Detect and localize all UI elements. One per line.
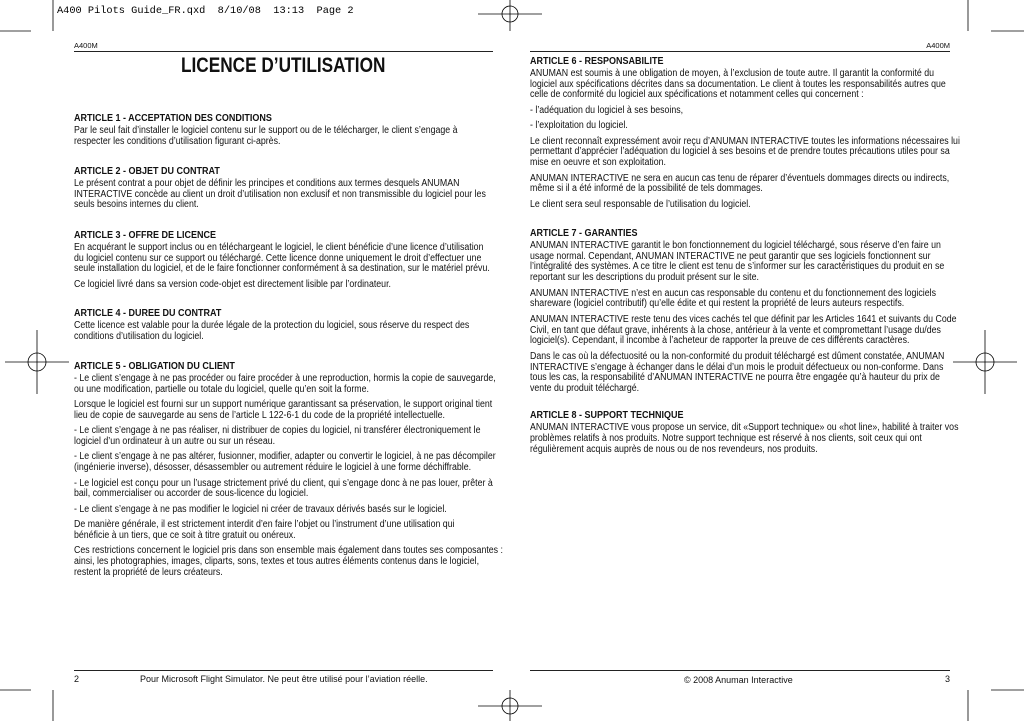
text-line: conditions d’utilisation du logiciel. — [74, 330, 204, 342]
article-6 — [530, 55, 960, 211]
text-line: ANUMAN INTERACTIVE garantit le bon fonctionnement du logiciel téléchargé, sous réserve d’en faire un — [530, 239, 941, 251]
text-line: Dans le cas où la défectuosité ou la non-conformité du produit téléchargé est dûment constatée, ANUMAN — [530, 350, 945, 362]
text-line: ANUMAN INTERACTIVE n’est en aucun cas responsable du contenu et du fonctionnement des logiciels — [530, 287, 936, 299]
text-line: vente du produit téléchargé. — [530, 383, 640, 395]
text-line: lieu de copie de sauvegarde au sens de l’article L 122-6-1 du code de la propriété intellectuelle. — [74, 409, 445, 421]
text-line: Le client sera seul responsable de l’utilisation du logiciel. — [530, 198, 751, 210]
article-3 — [74, 231, 494, 291]
paragraph — [530, 69, 950, 101]
paragraph — [530, 352, 950, 395]
article-5 — [74, 360, 503, 579]
text-line: respecter les conditions d’utilisation figurant ci-après. — [74, 135, 281, 147]
text-line: ou une modification, partielle ou totale du logiciel, quelle qu’en soit la forme. — [74, 383, 369, 395]
text-line: (ingénierie inverse), désosser, désassembler ou autrement réduire le logiciel à une forme déchiffrable. — [74, 462, 472, 474]
crop-mark-top-left — [0, 0, 53, 31]
paragraph — [74, 426, 494, 448]
text-line: INTERACTIVE s’engage à échanger dans le délai d’un mois le produit défectueux ou non-conforme. Dans — [530, 361, 944, 373]
text-line: Ces restrictions concernent le logiciel pris dans son ensemble mais également dans toutes ses composantes : — [74, 545, 503, 557]
paragraph — [530, 121, 950, 132]
footer-disclaimer: Pour Microsoft Flight Simulator. Ne peut être utilisé pour l’aviation réelle. — [140, 673, 428, 684]
registration-mark-top — [478, 0, 542, 31]
text-line: ANUMAN INTERACTIVE reste tenu des vices cachés tel que définit par les Articles 1641 et suivants du Code — [530, 313, 957, 325]
paragraph — [530, 313, 957, 347]
paragraph — [530, 200, 950, 211]
paragraph — [74, 452, 494, 474]
text-line: ainsi, les photographies, images, cliparts, sons, textes et tous autres éléments contenus dans le logiciel, — [74, 556, 480, 568]
registration-mark-right — [953, 330, 1017, 394]
footer-rule-right — [530, 670, 950, 671]
text-line: permettant d’apprécier l’adéquation du logiciel à ses besoins et de prendre toutes précautions utiles pour sa — [530, 146, 950, 158]
text-line: seule installation du logiciel, et de le faire fonctionner conformément à sa destination, sur le matériel prévu. — [74, 263, 490, 275]
crop-mark-bottom-left — [0, 690, 53, 721]
article-heading: ARTICLE 6 - RESPONSABILITE — [530, 55, 664, 67]
article-heading: ARTICLE 5 - OBLIGATION DU CLIENT — [74, 360, 235, 372]
text-line: ANUMAN est soumis à une obligation de moyen, à l’exclusion de toute autre. Il garantit la conformité du — [530, 67, 935, 79]
article-heading: ARTICLE 2 - OBJET DU CONTRAT — [74, 165, 220, 177]
paragraph — [74, 545, 503, 578]
text-line: Ce logiciel livré dans sa version code-objet est directement lisible par l’ordinateur. — [74, 278, 391, 290]
paragraph — [74, 374, 494, 396]
crop-mark-bottom-right — [968, 690, 1024, 721]
paragraph — [530, 422, 959, 455]
text-line: du logiciel contenu sur ce support ou téléchargé. Cette licence donne uniquement le droit d’effectuer une — [74, 252, 482, 264]
page-number-right: 3 — [944, 673, 950, 684]
text-line: - Le logiciel est conçu pour un l’usage strictement privé du client, qui s’engage donc à ne pas louer, prêter à — [74, 477, 493, 489]
registration-mark-left — [5, 330, 69, 394]
article-heading: ARTICLE 3 - OFFRE DE LICENCE — [74, 229, 217, 241]
text-line: - Le client s’engage à ne pas procéder ou faire procéder à une reproduction, hormis la copie de sauvegarde, — [74, 372, 496, 384]
paragraph — [74, 479, 494, 501]
text-line: seuls besoins internes du client. — [74, 199, 199, 211]
paragraph — [74, 321, 494, 343]
header-rule-left — [74, 51, 493, 52]
paragraph — [74, 126, 494, 148]
paragraph — [74, 179, 494, 211]
article-1 — [74, 114, 494, 148]
text-line: - l’adéquation du logiciel à ses besoins, — [530, 104, 684, 116]
paragraph — [530, 106, 950, 117]
paragraph — [74, 243, 494, 275]
paragraph — [530, 241, 950, 284]
text-line: usage normal. Cependant, ANUMAN INTERACTIVE ne peut garantir que ses logiciels fonctionnent sur — [530, 250, 931, 262]
text-line: - Le client s’engage à ne pas réaliser, ni distribuer de copies du logiciel, ni transférer électroniquement le — [74, 425, 481, 437]
text-line: même si il a été informé de la possibilité de tels dommages. — [530, 183, 763, 195]
text-line: ANUMAN INTERACTIVE vous propose un service, dit «Support technique» ou «hot line», habilité à traiter vos — [530, 422, 959, 434]
file-slug: A400 Pilots Guide_FR.qxd 8/10/08 13:13 Page 2 — [57, 4, 354, 17]
paragraph — [74, 505, 494, 516]
text-line: mise en oeuvre et son exploitation. — [530, 157, 667, 169]
registration-mark-bottom — [478, 690, 542, 721]
page-number-left: 2 — [74, 673, 80, 684]
article-heading: ARTICLE 8 - SUPPORT TECHNIQUE — [530, 410, 684, 421]
text-line: - Le client s’engage à ne pas altérer, fusionner, modifier, adapter ou convertir le logiciel, à ne pas décompiler — [74, 451, 496, 463]
text-line: ANUMAN INTERACTIVE ne sera en aucun cas tenu de réparer d’éventuels dommages directs ou indirects, — [530, 172, 950, 184]
text-line: shareware (logiciel contributif) qu’elle édite et qui restent la propriété de leurs auteurs respectifs. — [530, 298, 905, 310]
text-line: régulièrement acquis auprès de nous ou de nos revendeurs, nos produits. — [530, 443, 818, 455]
text-line: Civil, en tant que défaut grave, inhérents à la chose, antérieur à la vente et compromettant l’usage du/des — [530, 324, 941, 336]
text-line: l’intégralité des systèmes. A ce titre le client est tenu de s’informer sur les caractéristiques du produit en se — [530, 261, 945, 273]
text-line: problèmes relatifs à nos produits. Notre support technique est réservé à nos clients, soit ceux qui ont — [530, 432, 922, 444]
text-line: bail, commercialiser ou accorder de sous-licence du logiciel. — [74, 488, 309, 500]
text-line: De manière générale, il est strictement interdit d’en faire l’objet ou l’instrument d’une utilisation qui — [74, 519, 455, 531]
article-4 — [74, 309, 494, 343]
text-line: restent la propriété de leurs créateurs. — [74, 566, 223, 578]
article-2 — [74, 167, 494, 212]
footer-copyright: © 2008 Anuman Interactive — [684, 674, 793, 685]
article-7 — [530, 227, 957, 395]
paragraph — [74, 400, 494, 422]
text-line: Cette licence est valable pour la durée légale de la protection du logiciel, sous réserve du respect des — [74, 319, 470, 331]
text-line: En acquérant le support inclus ou en téléchargeant le logiciel, le client bénéficie d’une licence d’utilisation — [74, 241, 484, 253]
text-line: - Le client s’engage à ne pas modifier le logiciel ni créer de travaux dérivés basés sur le logiciel. — [74, 503, 447, 515]
text-line: Par le seul fait d’installer le logiciel contenu sur le support ou de le télécharger, le client s’engage à — [74, 124, 458, 136]
text-line: - l’exploitation du logiciel. — [530, 120, 628, 132]
text-line: tous les cas, la responsabilité d’ANUMAN INTERACTIVE ne pourra être engagée qu’à hauteur du prix de — [530, 372, 940, 384]
page-title: LICENCE D’UTILISATION — [181, 54, 386, 77]
text-line: INTERACTIVE concède au client un droit d’utilisation non exclusif et non transmissible du logiciel pour les — [74, 188, 486, 200]
text-line: logiciel aux spécifications décrites dans sa documentation. Le client à toutes les responsabilités autres que — [530, 78, 946, 90]
running-header-left: A400M — [74, 40, 98, 50]
paragraph — [74, 280, 494, 291]
article-heading: ARTICLE 4 - DUREE DU CONTRAT — [74, 307, 222, 319]
paragraph — [530, 135, 960, 169]
paragraph — [530, 289, 950, 311]
footer-rule-left — [74, 670, 493, 671]
header-rule-right — [530, 51, 950, 52]
article-8 — [530, 410, 959, 456]
running-header-right: A400M — [926, 40, 950, 50]
text-line: bénéficie à un tiers, que ce soit à titre gratuit ou onéreux. — [74, 529, 296, 541]
text-line: logiciel d’un ordinateur à un autre ou sur un réseau. — [74, 435, 276, 447]
crop-mark-top-right — [968, 0, 1024, 31]
article-heading: ARTICLE 7 - GARANTIES — [530, 227, 638, 239]
text-line: Le client reconnaît expressément avoir reçu d’ANUMAN INTERACTIVE toutes les informations nécessaires lui — [530, 135, 960, 147]
text-line: Lorsque le logiciel est fourni sur un support numérique garantissant sa préservation, le support original tient — [74, 398, 493, 410]
text-line: celle de conformité du logiciel aux spécifications et notamment celles qui concernent : — [530, 89, 864, 101]
article-heading: ARTICLE 1 - ACCEPTATION DES CONDITIONS — [74, 112, 272, 124]
text-line: reportant sur les descriptions du produit présent sur le site. — [530, 272, 759, 284]
text-line: logiciel(s). Cependant, il incombe à l’acheteur de rapporter la preuve de ces différents caractères. — [530, 335, 910, 347]
paragraph — [74, 520, 494, 542]
paragraph — [530, 174, 950, 196]
text-line: Le présent contrat a pour objet de définir les principes et conditions aux termes desquels ANUMAN — [74, 177, 460, 189]
